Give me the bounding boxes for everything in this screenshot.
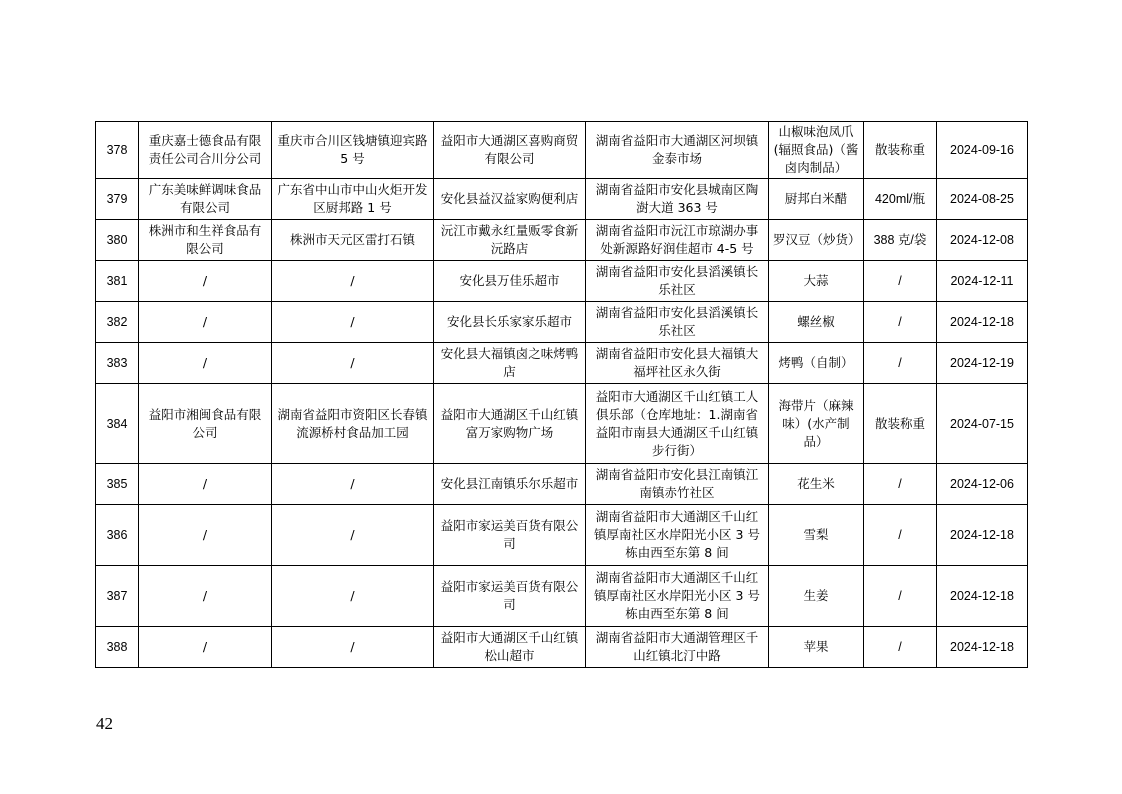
specification-cell: 散装称重 (864, 122, 937, 179)
producer-name-cell: / (139, 343, 272, 384)
seller-address-cell: 湖南省益阳市大通湖区河坝镇金泰市场 (586, 122, 769, 179)
row-number-cell: 383 (96, 343, 139, 384)
producer-name-cell: 广东美味鲜调味食品有限公司 (139, 179, 272, 220)
table-row (96, 179, 1028, 220)
producer-name-cell: / (139, 464, 272, 505)
specification-cell: / (864, 261, 937, 302)
row-number-cell: 380 (96, 220, 139, 261)
seller-address-cell: 湖南省益阳市安化县滔溪镇长乐社区 (586, 261, 769, 302)
seller-name-cell: 安化县万佳乐超市 (434, 261, 586, 302)
food-name-cell: 大蒜 (769, 261, 864, 302)
producer-name-cell: 株洲市和生祥食品有限公司 (139, 220, 272, 261)
table-row (96, 220, 1028, 261)
seller-name-cell: 益阳市家运美百货有限公司 (434, 566, 586, 627)
food-name-cell: 生姜 (769, 566, 864, 627)
producer-address-cell: / (272, 505, 434, 566)
food-name-cell: 烤鸭（自制） (769, 343, 864, 384)
specification-cell: / (864, 343, 937, 384)
row-number-cell: 388 (96, 627, 139, 668)
seller-name-cell: 安化县长乐家家乐超市 (434, 302, 586, 343)
food-name-cell: 螺丝椒 (769, 302, 864, 343)
seller-name-cell: 安化县益汉益家购便利店 (434, 179, 586, 220)
production-date-cell: 2024-12-19 (937, 343, 1028, 384)
producer-name-cell: / (139, 566, 272, 627)
seller-name-cell: 安化县江南镇乐尔乐超市 (434, 464, 586, 505)
seller-address-cell: 湖南省益阳市沅江市琼湖办事处新源路好润佳超市 4-5 号 (586, 220, 769, 261)
producer-name-cell: / (139, 261, 272, 302)
seller-name-cell: 沅江市戴永红量贩零食新沅路店 (434, 220, 586, 261)
seller-name-cell: 益阳市大通湖区千山红镇富万家购物广场 (434, 384, 586, 464)
production-date-cell: 2024-07-15 (937, 384, 1028, 464)
row-number-cell: 382 (96, 302, 139, 343)
producer-name-cell: / (139, 627, 272, 668)
production-date-cell: 2024-12-11 (937, 261, 1028, 302)
seller-address-cell: 湖南省益阳市安化县滔溪镇长乐社区 (586, 302, 769, 343)
seller-address-cell: 湖南省益阳市大通湖区千山红镇厚南社区水岸阳光小区 3 号栋由西至东第 8 间 (586, 505, 769, 566)
producer-address-cell: / (272, 566, 434, 627)
specification-cell: 388 克/袋 (864, 220, 937, 261)
producer-address-cell: / (272, 343, 434, 384)
producer-address-cell: 重庆市合川区钱塘镇迎宾路 5 号 (272, 122, 434, 179)
food-name-cell: 花生米 (769, 464, 864, 505)
production-date-cell: 2024-09-16 (937, 122, 1028, 179)
table-row (96, 505, 1028, 566)
specification-cell: 420ml/瓶 (864, 179, 937, 220)
producer-address-cell: / (272, 261, 434, 302)
seller-name-cell: 安化县大福镇卤之味烤鸭店 (434, 343, 586, 384)
specification-cell: / (864, 464, 937, 505)
table-row (96, 627, 1028, 668)
seller-address-cell: 湖南省益阳市安化县大福镇大福坪社区永久街 (586, 343, 769, 384)
production-date-cell: 2024-12-18 (937, 505, 1028, 566)
producer-address-cell: 广东省中山市中山火炬开发区厨邦路 1 号 (272, 179, 434, 220)
producer-name-cell: 重庆嘉士德食品有限责任公司合川分公司 (139, 122, 272, 179)
production-date-cell: 2024-08-25 (937, 179, 1028, 220)
food-name-cell: 雪梨 (769, 505, 864, 566)
production-date-cell: 2024-12-18 (937, 302, 1028, 343)
specification-cell: / (864, 627, 937, 668)
table-row (96, 464, 1028, 505)
page-number: 42 (96, 714, 113, 733)
food-name-cell: 苹果 (769, 627, 864, 668)
seller-address-cell: 湖南省益阳市大通湖区千山红镇厚南社区水岸阳光小区 3 号栋由西至东第 8 间 (586, 566, 769, 627)
row-number-cell: 379 (96, 179, 139, 220)
sampling-table (95, 121, 1028, 668)
seller-name-cell: 益阳市大通湖区喜购商贸有限公司 (434, 122, 586, 179)
food-name-cell: 海带片（麻辣味）(水产制品） (769, 384, 864, 464)
producer-address-cell: / (272, 464, 434, 505)
row-number-cell: 387 (96, 566, 139, 627)
table-row (96, 343, 1028, 384)
seller-address-cell: 益阳市大通湖区千山红镇工人俱乐部（仓库地址：1.湖南省益阳市南县大通湖区千山红镇步行街） (586, 384, 769, 464)
seller-address-cell: 湖南省益阳市安化县城南区陶澍大道 363 号 (586, 179, 769, 220)
table-row (96, 566, 1028, 627)
row-number-cell: 381 (96, 261, 139, 302)
specification-cell: 散装称重 (864, 384, 937, 464)
specification-cell: / (864, 302, 937, 343)
production-date-cell: 2024-12-06 (937, 464, 1028, 505)
row-number-cell: 384 (96, 384, 139, 464)
producer-address-cell: 湖南省益阳市资阳区长春镇流源桥村食品加工园 (272, 384, 434, 464)
row-number-cell: 378 (96, 122, 139, 179)
production-date-cell: 2024-12-18 (937, 627, 1028, 668)
table-row (96, 302, 1028, 343)
specification-cell: / (864, 505, 937, 566)
food-name-cell: 罗汉豆（炒货） (769, 220, 864, 261)
seller-address-cell: 湖南省益阳市安化县江南镇江南镇赤竹社区 (586, 464, 769, 505)
specification-cell: / (864, 566, 937, 627)
food-name-cell: 山椒味泡凤爪(辐照食品)（酱卤肉制品） (769, 122, 864, 179)
seller-name-cell: 益阳市家运美百货有限公司 (434, 505, 586, 566)
producer-name-cell: / (139, 505, 272, 566)
seller-address-cell: 湖南省益阳市大通湖管理区千山红镇北汀中路 (586, 627, 769, 668)
seller-name-cell: 益阳市大通湖区千山红镇松山超市 (434, 627, 586, 668)
food-name-cell: 厨邦白米醋 (769, 179, 864, 220)
production-date-cell: 2024-12-18 (937, 566, 1028, 627)
row-number-cell: 385 (96, 464, 139, 505)
table-row (96, 384, 1028, 464)
row-number-cell: 386 (96, 505, 139, 566)
producer-name-cell: / (139, 302, 272, 343)
production-date-cell: 2024-12-08 (937, 220, 1028, 261)
producer-address-cell: / (272, 627, 434, 668)
table-row (96, 261, 1028, 302)
table-row (96, 122, 1028, 179)
producer-address-cell: / (272, 302, 434, 343)
producer-address-cell: 株洲市天元区雷打石镇 (272, 220, 434, 261)
producer-name-cell: 益阳市湘闽食品有限公司 (139, 384, 272, 464)
